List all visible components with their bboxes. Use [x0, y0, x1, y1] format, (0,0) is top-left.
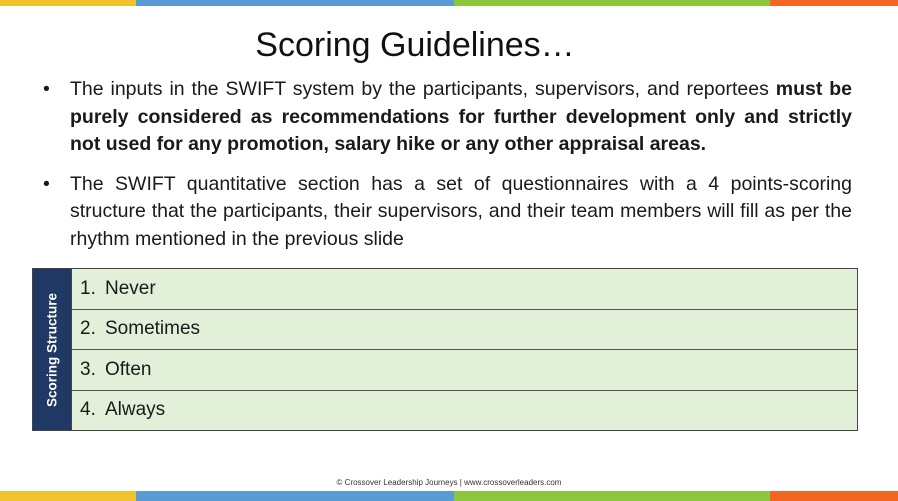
bullet-bold-text: must be purely considered as recommendations for further development only and strictly not used for any promotion, salary hike or any other appraisal areas.: [70, 78, 852, 155]
stripe-green: [454, 0, 770, 6]
stripe-green: [454, 491, 770, 501]
scoring-row-always: [72, 391, 857, 431]
bullet-item-recommendations: [40, 76, 852, 159]
bullet-text: The inputs in the SWIFT system by the participants, supervisors, and reportees: [70, 78, 776, 100]
scoring-row-number: 3.: [80, 358, 96, 380]
scoring-row-often: [72, 350, 857, 391]
scoring-row-number: 4.: [80, 399, 96, 421]
scoring-row-number: 1.: [80, 277, 96, 299]
footer-copyright: © Crossover Leadership Journeys | www.crossoverleaders.com: [336, 478, 562, 487]
scoring-rows: [72, 269, 857, 430]
bullet-list: [40, 76, 852, 265]
bullet-text: The SWIFT quantitative section has a set of questionnaires with a 4 points-scoring structure that the participants, their supervisors, and their team members will fill as per the rhythm mentioned in the previous slide: [70, 172, 852, 250]
scoring-row-label: Always: [105, 399, 166, 421]
stripe-blue: [136, 0, 454, 6]
scoring-row-label: Sometimes: [105, 318, 201, 340]
stripe-blue: [136, 491, 454, 501]
scoring-row-sometimes: [72, 310, 857, 351]
scoring-row-label: Never: [105, 277, 156, 299]
bullet-item-quantitative: [40, 171, 852, 254]
bullet-icon: •: [43, 78, 50, 100]
bottom-color-stripe: [0, 491, 898, 501]
stripe-yellow: [0, 0, 136, 6]
scoring-row-label: Often: [105, 358, 152, 380]
stripe-orange: [770, 0, 898, 6]
bullet-icon: •: [43, 172, 50, 195]
top-color-stripe: [0, 0, 898, 6]
stripe-orange: [770, 491, 898, 501]
scoring-side-label-text: Scoring Structure: [44, 292, 60, 407]
scoring-row-never: [72, 269, 857, 310]
scoring-structure-table: [32, 268, 858, 431]
stripe-yellow: [0, 491, 136, 501]
slide-title: Scoring Guidelines…: [255, 26, 575, 64]
scoring-row-number: 2.: [80, 318, 96, 340]
scoring-side-label: [33, 269, 72, 430]
